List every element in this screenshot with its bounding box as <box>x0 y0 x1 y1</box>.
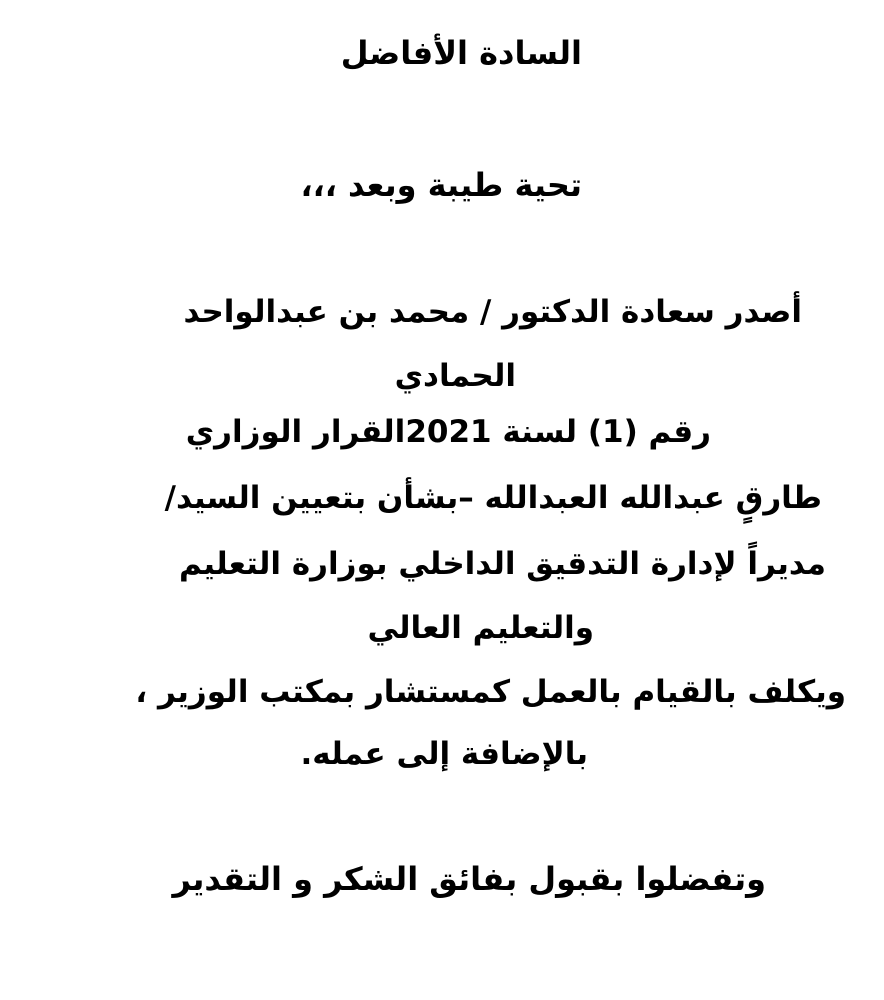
salutation-heading: السادة الأفاضل <box>340 34 582 72</box>
body-line-assignment: ويكلف بالقيام بالعمل كمستشار بمكتب الوزير ، <box>135 674 846 710</box>
body-line-decision-number: رقم (1) لسنة 2021القرار الوزاري <box>185 414 711 450</box>
body-line-ministry: والتعليم العالي <box>367 610 594 646</box>
greeting-line: تحية طيبة وبعد ،،، <box>300 166 582 204</box>
body-line-issuer: أصدر سعادة الدكتور / محمد بن عبدالواحد <box>183 294 802 330</box>
body-line-issuer-surname: الحمادي <box>394 358 516 394</box>
body-line-appointee: طارقٍ عبدالله العبدالله –بشأن بتعيين السيد/ <box>164 480 822 516</box>
body-line-assignment-end: بالإضافة إلى عمله. <box>300 736 588 772</box>
body-line-position: مديراً لإدارة التدقيق الداخلي بوزارة التعليم <box>179 546 826 582</box>
closing-line: وتفضلوا بقبول بفائق الشكر و التقدير <box>172 860 766 898</box>
